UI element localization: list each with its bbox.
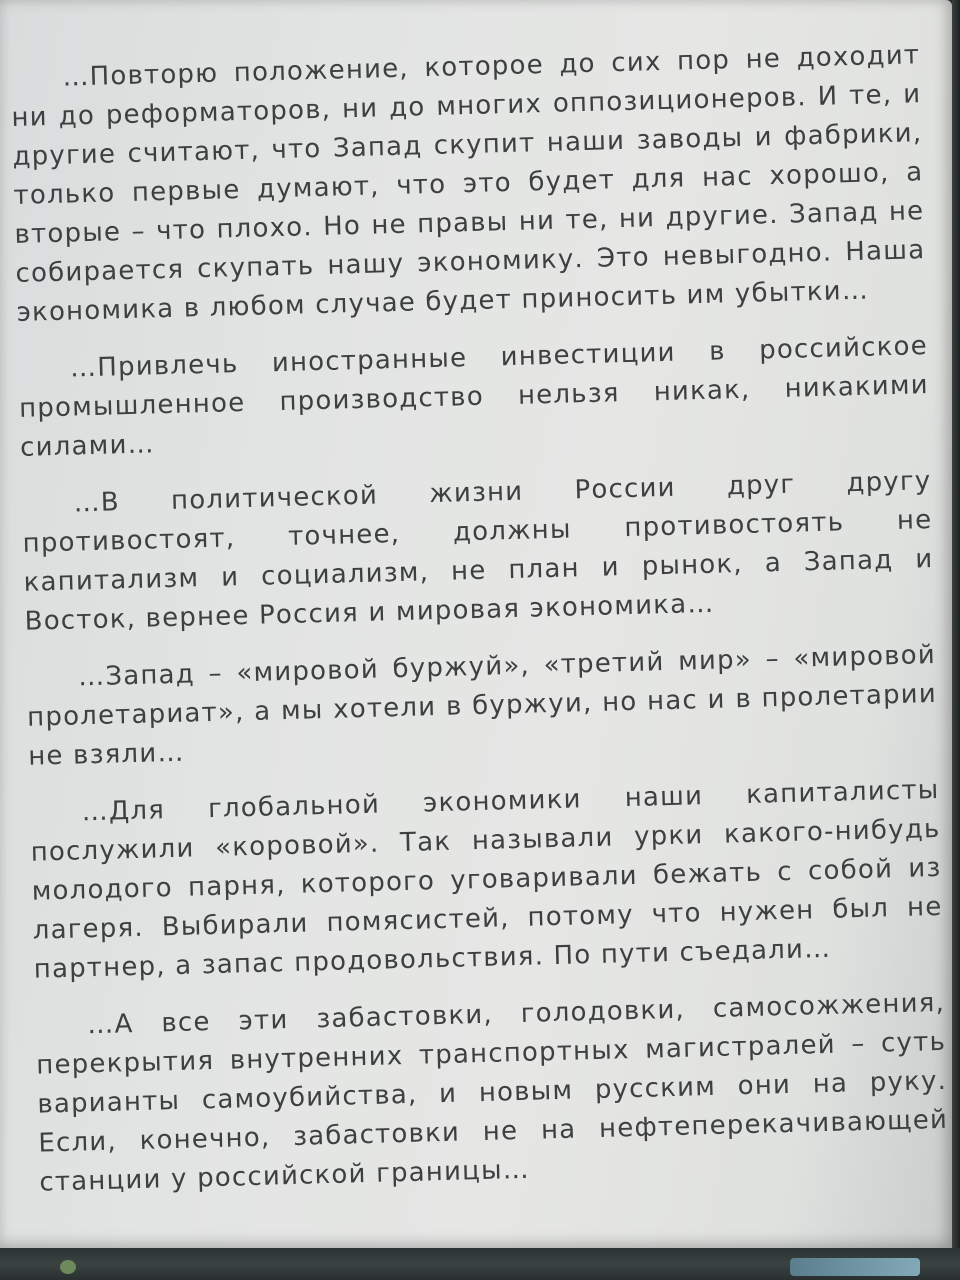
background-object	[790, 1258, 920, 1276]
page-text	[10, 36, 950, 1220]
page-edge-shadow	[952, 0, 960, 1280]
paragraph-5: …Для глобальной экономики наши капиталисты послужили «коровой». Так называли урки какого-нибудь молодого парня, которого уговаривали бежать с собой из лагеря. Выбирали помясистей, потому что нужен был не партнер, а запас продовольствия. По пути съедали…	[30, 774, 943, 985]
background-object	[60, 1260, 76, 1274]
paragraph-1: …Повторю положение, которое до сих пор не доходит ни до реформаторов, ни до многих оппозиционеров. И те, и другие считают, что Запад скупит наши заводы и фабрики, только первые думают, что это будет для нас хорошо, а вторые – что плохо. Но не правы ни те, ни другие. Запад не собирается скупать нашу экономику. Это невыгодно. Наша экономика в любом случае будет приносить им убытки…	[11, 40, 926, 328]
paragraph-6: …А все эти забастовки, голодовки, самосожжения, перекрытия внутренних транспортных магистралей – суть варианты самоубийства, и новым русским они на руку. Если, конечно, забастовки не на нефтеперекачивающей станции у российской границы…	[35, 987, 949, 1198]
paragraph-3: …В политической жизни России друг другу противостоят, точнее, должны противостоять не капитализм и социализм, не план и рынок, а Запад и Восток, вернее Россия и мировая экономика…	[22, 466, 934, 637]
background-surface	[0, 1248, 960, 1280]
paragraph-2: …Привлечь иностранные инвестиции в российское промышленное производство нельзя никак, никакими силами…	[18, 331, 930, 463]
paragraph-4: …Запад – «мировой буржуй», «третий мир» – «мировой пролетариат», а мы хотели в буржуи, но нас и в пролетарии не взяли…	[26, 639, 938, 772]
